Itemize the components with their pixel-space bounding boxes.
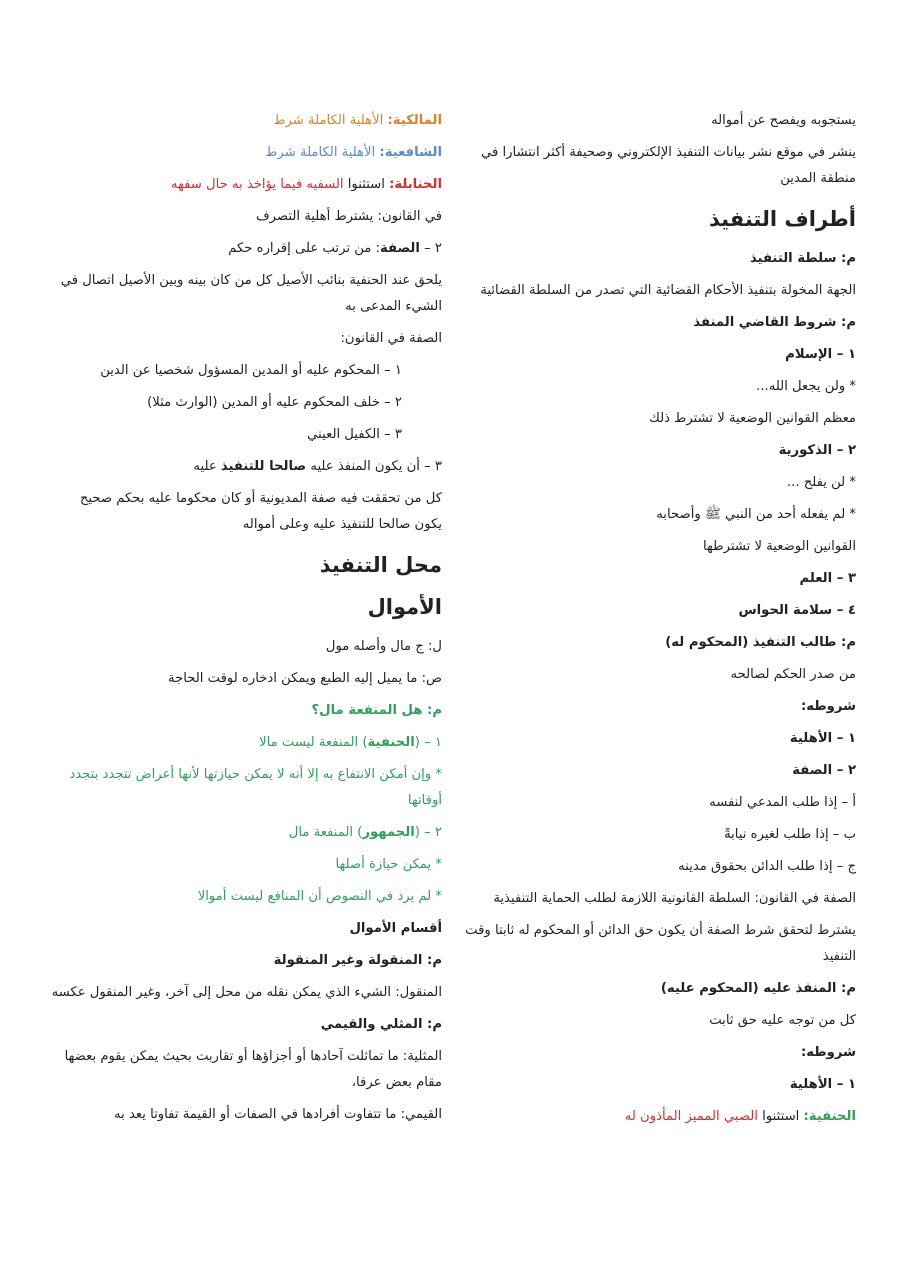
paragraph: يستجوبه ويفصح عن أمواله <box>711 113 856 128</box>
right-column <box>464 108 856 1136</box>
text-span: ) المنفعة ليست مالا <box>259 735 368 750</box>
text-span: ١ – ( <box>414 735 442 750</box>
bold-span: الحنفية <box>367 735 415 750</box>
paragraph: ل: ج مال وأصله مول <box>325 639 442 654</box>
text-span: ٣ – أن يكون المنفذ عليه <box>306 459 442 474</box>
text-span: ٢ – <box>419 241 442 256</box>
list-item: ١ – الأهلية <box>789 731 856 746</box>
school-label: المالكية: <box>387 113 442 128</box>
list-item <box>50 820 442 846</box>
list-item: ج – إذا طلب الدائن بحقوق مدينه <box>678 859 856 874</box>
paragraph: المثلية: ما تماثلت آحادها أو أجزاؤها أو تقاربت بحيث يمكن يقوم بعضها مقام بعض عرفا، <box>64 1049 442 1090</box>
paragraph: كل من توجه عليه حق ثابت <box>709 1013 856 1028</box>
bold-span: الجمهور <box>362 825 415 840</box>
paragraph: * لم يرد في النصوص أن المنافع ليست أموالا <box>197 889 442 904</box>
paragraph: معظم القوانين الوضعية لا تشترط ذلك <box>648 411 856 426</box>
subheading: م: المثلي والقيمي <box>320 1017 442 1032</box>
paragraph: يشترط لتحقق شرط الصفة أن يكون حق الدائن أو المحكوم له ثابتا وقت التنفيذ <box>465 923 856 964</box>
text-span: ٢ – ( <box>414 825 442 840</box>
text-span: الأهلية الكاملة شرط <box>265 145 380 160</box>
list-item <box>50 236 442 262</box>
subheading: شروطه: <box>800 699 856 714</box>
list-item <box>50 730 442 756</box>
subheading: م: شروط القاضي المنفذ <box>693 315 856 330</box>
subheading: م: طالب التنفيذ (المحكوم له) <box>665 635 856 650</box>
text-span: ) المنفعة مال <box>288 825 363 840</box>
subheading: م: سلطة التنفيذ <box>749 251 856 266</box>
school-label: الحنفية: <box>803 1109 856 1124</box>
list-item: ١ – الإسلام <box>785 347 856 362</box>
text-span: استثنوا <box>343 177 390 192</box>
paragraph: الصفة في القانون: <box>340 331 442 346</box>
list-item: ١ – المحكوم عليه أو المدين المسؤول شخصيا عن الدين <box>100 363 402 378</box>
text-span: استثنوا <box>757 1109 804 1124</box>
subheading: أقسام الأموال <box>349 921 442 936</box>
list-item: ٢ – الذكورية <box>778 443 856 458</box>
list-item: أ – إذا طلب المدعي لنفسه <box>709 795 856 810</box>
paragraph <box>50 172 442 198</box>
section-heading: أطراف التنفيذ <box>709 207 856 231</box>
paragraph: * لن يفلح ... <box>786 475 856 490</box>
list-item: ٤ – سلامة الحواس <box>738 603 856 618</box>
left-column <box>50 108 442 1134</box>
paragraph: * لم يفعله أحد من النبي ﷺ وأصحابه <box>656 507 856 522</box>
highlight-text: الصبي المميز المأذون له <box>624 1109 758 1124</box>
paragraph: المنقول: الشيء الذي يمكن نقله من محل إلى آخر، وغير المنقول عكسه <box>51 985 442 1000</box>
paragraph: ص: ما يميل إليه الطبع ويمكن ادخاره لوقت الحاجة <box>168 671 442 686</box>
paragraph: يلحق عند الحنفية بنائب الأصيل كل من كان بينه وبين الأصيل اتصال في الشيء المدعى به <box>60 273 442 314</box>
paragraph: الصفة في القانون: السلطة القانونية اللازمة لطلب الحماية التنفيذية <box>493 891 856 906</box>
paragraph <box>464 1104 856 1130</box>
highlight-text: السفيه فيما يؤاخذ به حال سفهه <box>170 177 344 192</box>
paragraph: القوانين الوضعية لا تشترطها <box>702 539 856 554</box>
section-heading: محل التنفيذ <box>319 553 442 577</box>
paragraph: كل من تحققت فيه صفة المديونية أو كان محكوما عليه بحكم صحيح يكون صالحا للتنفيذ عليه وعلى أمواله <box>79 491 442 532</box>
paragraph <box>50 108 442 134</box>
paragraph: * وإن أمكن الانتفاع به إلا أنه لا يمكن حيازتها لأنها أعراض تتجدد بتجدد أوقاتها <box>69 767 442 808</box>
text-span: عليه <box>193 459 221 474</box>
subheading: م: هل المنفعة مال؟ <box>311 703 442 718</box>
subheading: م: المنقولة وغير المنقولة <box>273 953 442 968</box>
paragraph: في القانون: يشترط أهلية التصرف <box>255 209 442 224</box>
list-item: ٢ – خلف المحكوم عليه أو المدين (الوارث مثلا) <box>147 395 402 410</box>
list-item: ٣ – الكفيل العيني <box>307 427 402 442</box>
paragraph: ينشر في موقع نشر بيانات التنفيذ الإلكتروني وصحيفة أكثر انتشارا في منطقة المدين <box>481 145 856 186</box>
paragraph: * ولن يجعل الله... <box>756 379 856 394</box>
paragraph: الجهة المخولة بتنفيذ الأحكام القضائية التي تصدر من السلطة القضائية <box>480 283 856 298</box>
paragraph: من صدر الحكم لصالحه <box>730 667 856 682</box>
list-item: ٢ – الصفة <box>792 763 856 778</box>
paragraph: القيمي: ما تتفاوت أفرادها في الصفات أو القيمة تفاوتا يعد به <box>114 1107 442 1122</box>
subheading: م: المنفذ عليه (المحكوم عليه) <box>660 981 856 996</box>
subheading: شروطه: <box>800 1045 856 1060</box>
school-label: الحنابلة: <box>389 177 442 192</box>
bold-span: الصفة <box>379 241 420 256</box>
list-item: ١ – الأهلية <box>789 1077 856 1092</box>
school-label: الشافعية: <box>379 145 442 160</box>
text-span: : من ترتب على إقراره حكم <box>228 241 380 256</box>
text-span: الأهلية الكاملة شرط <box>273 113 388 128</box>
section-heading: الأموال <box>367 595 442 619</box>
paragraph: * يمكن حيازة أصلها <box>335 857 442 872</box>
paragraph <box>50 140 442 166</box>
list-item: ب – إذا طلب لغيره نيابةً <box>724 827 856 842</box>
bold-span: صالحا للتنفيذ <box>220 459 307 474</box>
list-item: ٣ – العلم <box>799 571 856 586</box>
list-item <box>50 454 442 480</box>
